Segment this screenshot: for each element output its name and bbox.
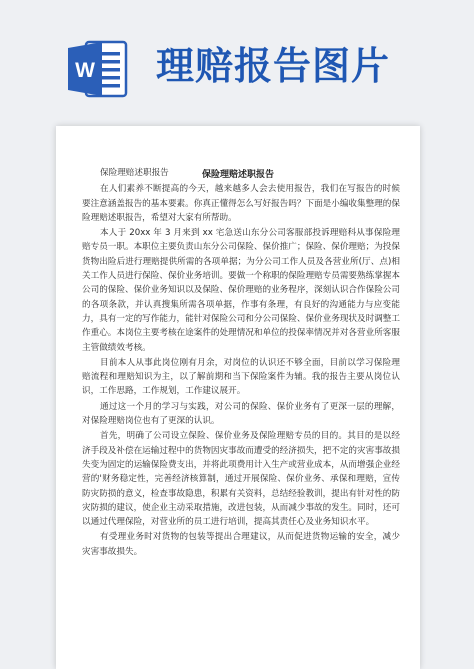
document-subtitle: 保险理赔述职报告: [100, 168, 169, 178]
paragraph: 目前本人从事此岗位刚有月余，对岗位的认识还不够全面，目前以学习保险理赔流程和理赔知识为主，以了解前期和当下保险案件为辅。我的报告主要从岗位认识，工作思路，工作规划，工作建议展开。: [82, 357, 400, 397]
document-page: [56, 126, 420, 669]
paragraph: 通过这一个月的学习与实践，对公司的保险、保价业务有了更深一层的理解，对保险理赔岗位也有了更深的认识。: [82, 401, 400, 427]
word-document-icon: [66, 38, 128, 100]
document-body: [82, 166, 400, 560]
page-title: 理赔报告图片: [156, 44, 391, 88]
document-title: 保险理赔述职报告: [201, 170, 274, 180]
page-header: [0, 0, 474, 118]
paragraph: 本人于 20xx 年 3 月来到 xx 宅急送山东分公司客服部投诉理赔科从事保险理赔专员一职。本职位主要负责山东分公司保险、保价推广；保险、保价理赔；为投保货物出险后进行理赔提供所需的各项单据；为分公司工作人员及各营业所(厅、点)相关工作人员进行保险、保价业务培训。要做一个称职的保险理赔专员需要熟练掌握本公司的保险、保价业务知识以及保险、保价理赔的业务程序，深刻认识合作保险公司的各项条款，并认真搜集所需各项单据，作事有条理，有良好的沟通能力与应变能力，具有一定的写作能力，能针对保险公司和分公司保险、保价业务现状及时调整工作重心。本岗位主要考核在途案件的处理情况和单位的投保率情况并对各营业所客服主管做绩效考核。: [82, 228, 400, 353]
paragraph: 首先，明确了公司设立保险、保价业务及保险理赔专员的目的。其目的是以经济手段及补偿在运输过程中的货物因灾事故而遭受的经济损失，把不定的灾害事故损失变为固定的运输保险费支出，并将此项费用计入生产或营业成本，从而增强企业经营的'财务稳定性，完善经济核算制，通过开展保险、保价业务、承保和理赔，宣传防灾防损的意义，检查事故隐患，积累有关资料，总结经验教训，提出有针对性的防灾防损的建议，使企业主动采取措施，改进包装，从而减少事故的发生。同时，还可以通过代理保险，对营业所的员工进行培训，提高其责任心及业务知识水平。: [82, 431, 400, 528]
paragraph: 有受理业务时对货物的包装等提出合理建议，从而促进货物运输的安全，减少灾害事故损失。: [82, 532, 400, 557]
paragraph: 在人们素养不断提高的今天，越来越多人会去使用报告，我们在写报告的时候要注意涵盖报告的基本要素。你真正懂得怎么写好报告吗？下面是小编收集整理的保险理赔述职报告，希望对大家有所帮助。: [82, 184, 400, 223]
svg-text:W: W: [75, 59, 95, 82]
